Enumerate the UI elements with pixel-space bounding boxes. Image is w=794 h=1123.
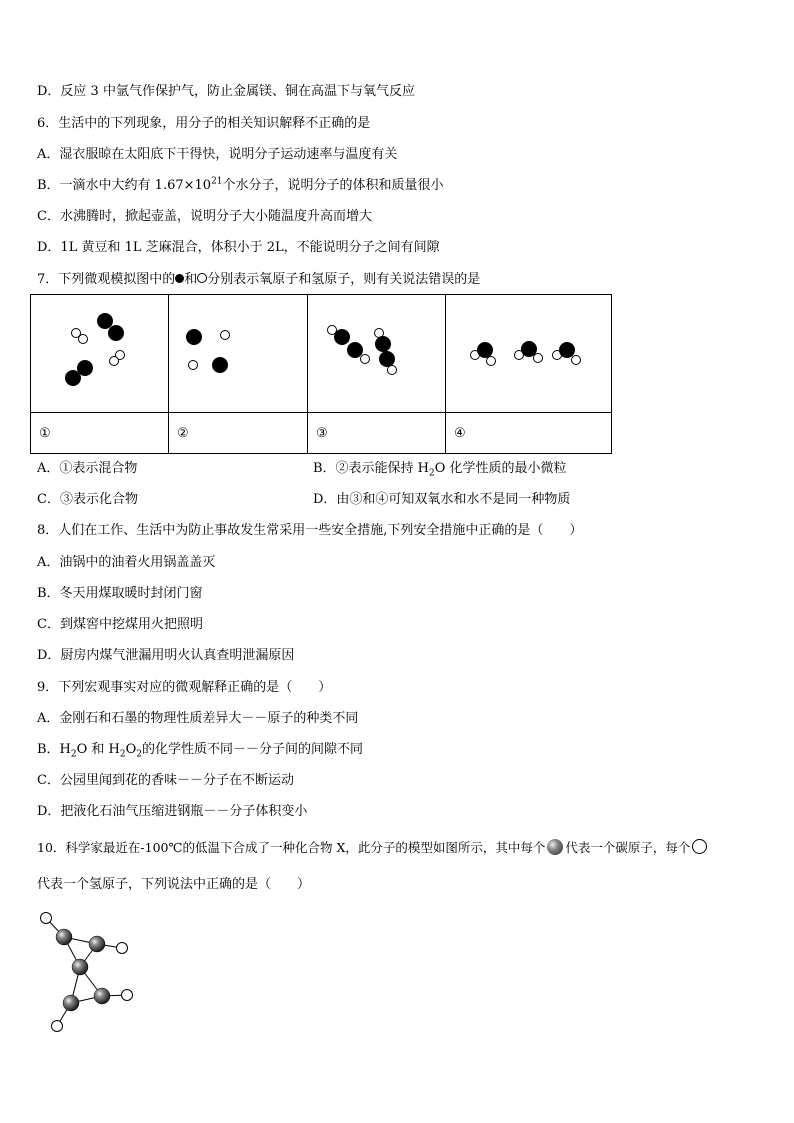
q7-option-c: C．③表示化合物: [37, 492, 138, 507]
q9-option-b: B．$H_2O$ 和 $H_2O_2$的化学性质不同－－分子间的间隙不同: [37, 742, 364, 760]
q5-option-d: D．反应 3 中氩气作保护气，防止金属镁、铜在高温下与氧气反应: [37, 84, 415, 99]
diagram-4-graphic: [446, 295, 611, 408]
q9-option-a: A．金刚石和石墨的物理性质差异大－－原子的种类不同: [37, 711, 359, 726]
oxygen-atom-icon: [175, 274, 184, 283]
q6-option-a: A．湿衣服晾在太阳底下干得快，说明分子运动速率与温度有关: [37, 147, 398, 162]
hydrogen-atom-icon: [692, 839, 707, 854]
diagram-3-graphic: [308, 295, 445, 408]
carbon-atom-icon: [547, 839, 563, 855]
diagram-4: [446, 295, 612, 413]
diagram-label-3: ③: [308, 413, 446, 454]
q9-option-c: C．公园里闻到花的香味－－分子在不断运动: [37, 773, 294, 788]
q8-option-b: B．冬天用煤取暖时封闭门窗: [37, 586, 203, 601]
q8-option-c: C．到煤窖中挖煤用火把照明: [37, 617, 203, 632]
q7-option-d: D．由③和④可知双氧水和水不是同一种物质: [313, 492, 571, 507]
q8-stem: 8．人们在工作、生活中为防止事故发生常采用一些安全措施,下列安全措施中正确的是（ ）: [37, 523, 583, 538]
diagram-3: [308, 295, 446, 413]
q10-stem-line2: 代表一个氢原子，下列说法中正确的是（ ）: [37, 877, 311, 892]
hydrogen-atom-icon: [197, 273, 207, 283]
compound-x-molecule-model: [30, 905, 150, 1045]
diagram-2: [169, 295, 308, 413]
q7-option-a: A．①表示混合物: [37, 461, 138, 476]
q6-option-c: C．水沸腾时，掀起壶盖，说明分子大小随温度升高而增大: [37, 209, 372, 224]
diagram-label-4: ④: [446, 413, 612, 454]
q8-option-d: D．厨房内煤气泄漏用明火认真查明泄漏原因: [37, 648, 295, 663]
diagram-1-graphic: [31, 295, 168, 408]
q9-option-d: D．把液化石油气压缩进钢瓶－－分子体积变小: [37, 804, 308, 819]
q6-option-d: D．1L 黄豆和 1L 芝麻混合，体积小于 2L，不能说明分子之间有间隙: [37, 240, 440, 255]
q6-option-b: B．一滴水中大约有 $1.67\times 10^{21}$个水分子，说明分子的体积和质量很小: [37, 176, 444, 193]
q9-stem: 9．下列宏观事实对应的微观解释正确的是（ ）: [37, 680, 332, 695]
q10-stem-line1: 10．科学家最近在-100℃的低温下合成了一种化合物 X，此分子的模型如图所示，其中每个 代表一个碳原子，每个: [37, 839, 709, 857]
diagram-label-1: ①: [31, 413, 169, 454]
diagram-2-graphic: [169, 295, 307, 408]
q7-stem: 7．下列微观模拟图中的 和 分别表示氧原子和氢原子，则有关说法错误的是: [37, 272, 481, 287]
diagram-1: [31, 295, 169, 413]
molecule-diagram-table: [30, 294, 612, 454]
diagram-label-2: ②: [169, 413, 308, 454]
q8-option-a: A．油锅中的油着火用锅盖盖灭: [37, 555, 216, 570]
q7-option-b: B．②表示能保持 $H_2O$ 化学性质的最小微粒: [313, 461, 567, 479]
q6-stem: 6．生活中的下列现象，用分子的相关知识解释不正确的是: [37, 116, 371, 131]
